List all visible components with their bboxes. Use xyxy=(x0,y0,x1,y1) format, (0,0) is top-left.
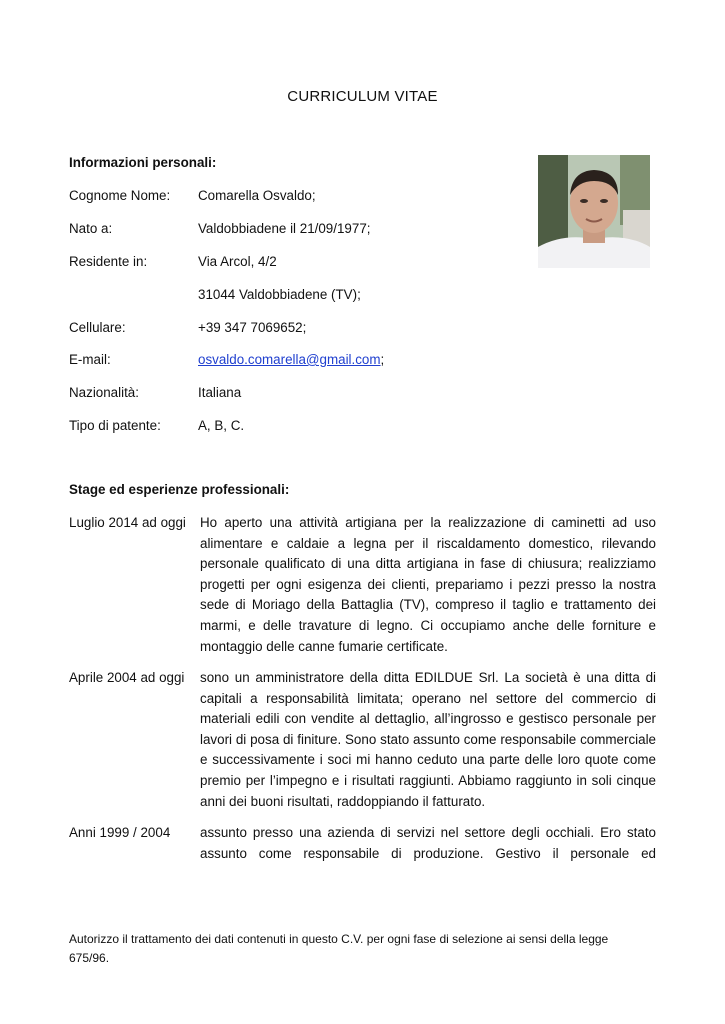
info-label: Nazionalità: xyxy=(69,385,139,400)
info-label: Cognome Nome: xyxy=(69,188,171,203)
experience-entry xyxy=(69,668,656,812)
experience-description: Ho aperto una attività artigiana per la realizzazione di caminetti ad uso alimentare e caldaie a legna per il riscaldamento domestico, rilevando personale qualificato di una ditta artigiana in fase di chiusura; realizziamo progetti per ogni esigenza dei clienti, prepariamo i pezzi presso la nostra sede di Moriago della Battaglia (TV), compreso il taglio e trattamento dei marmi, e delle travature di legno. Ci occupiamo anche delle forniture e montaggio delle canne fumarie certificate. xyxy=(200,515,656,654)
info-value: 31044 Valdobbiadene (TV); xyxy=(198,287,361,302)
info-label: E-mail: xyxy=(69,352,111,367)
info-label: Residente in: xyxy=(69,254,148,269)
info-value: Italiana xyxy=(198,385,242,400)
info-row-email xyxy=(69,350,384,370)
profile-photo xyxy=(538,155,650,268)
email-suffix: ; xyxy=(380,352,385,367)
info-value: +39 347 7069652; xyxy=(198,320,307,335)
portrait-image xyxy=(538,155,650,268)
experience-description: assunto presso una azienda di servizi nel settore degli occhiali. Ero stato assunto come responsabile di produzione. Gestivo il personale ed xyxy=(200,825,656,861)
info-row-birth xyxy=(69,219,371,239)
personal-info-heading: Informazioni personali: xyxy=(69,155,217,170)
info-label: Tipo di patente: xyxy=(69,418,161,433)
privacy-footer: Autorizzo il trattamento dei dati contenuti in questo C.V. per ogni fase di selezione ai sensi della legge 675/96. xyxy=(69,932,609,965)
info-row-city xyxy=(69,285,361,305)
experience-entry xyxy=(69,513,656,657)
info-row-name xyxy=(69,186,316,206)
info-label: Cellulare: xyxy=(69,320,126,335)
info-label: Nato a: xyxy=(69,221,113,236)
info-row-residence xyxy=(69,252,277,272)
experience-date: Anni 1999 / 2004 xyxy=(69,825,171,840)
experience-date: Luglio 2014 ad oggi xyxy=(69,515,186,530)
info-value: Valdobbiadene il 21/09/1977; xyxy=(198,221,371,236)
info-row-nationality xyxy=(69,383,241,403)
page-title: CURRICULUM VITAE xyxy=(287,88,438,105)
email-link[interactable]: osvaldo.comarella@gmail.com xyxy=(198,352,381,367)
info-row-license xyxy=(69,416,244,436)
experience-entry xyxy=(69,823,656,864)
info-value: A, B, C. xyxy=(198,418,245,433)
info-value: Comarella Osvaldo; xyxy=(198,188,316,203)
experience-date: Aprile 2004 ad oggi xyxy=(69,670,185,685)
info-value: Via Arcol, 4/2 xyxy=(198,254,277,269)
experience-description: sono un amministratore della ditta EDILDUE Srl. La società è una ditta di capitali a responsabilità limitata; operano nel settore del commercio di materiali edili con vendite al dettaglio, all’ingrosso e gestisco personale per lavori di posa di finiture. Sono stato assunto come responsabile commerciale e successivamente i soci mi hanno ceduto una parte delle loro quote come premio per l’impegno e i risultati raggiunti. Abbiamo raggiunto in soli cinque anni dei buoni risultati, raddoppiando il fatturato. xyxy=(200,670,656,809)
experience-heading: Stage ed esperienze professionali: xyxy=(69,482,290,497)
info-row-mobile xyxy=(69,318,306,338)
